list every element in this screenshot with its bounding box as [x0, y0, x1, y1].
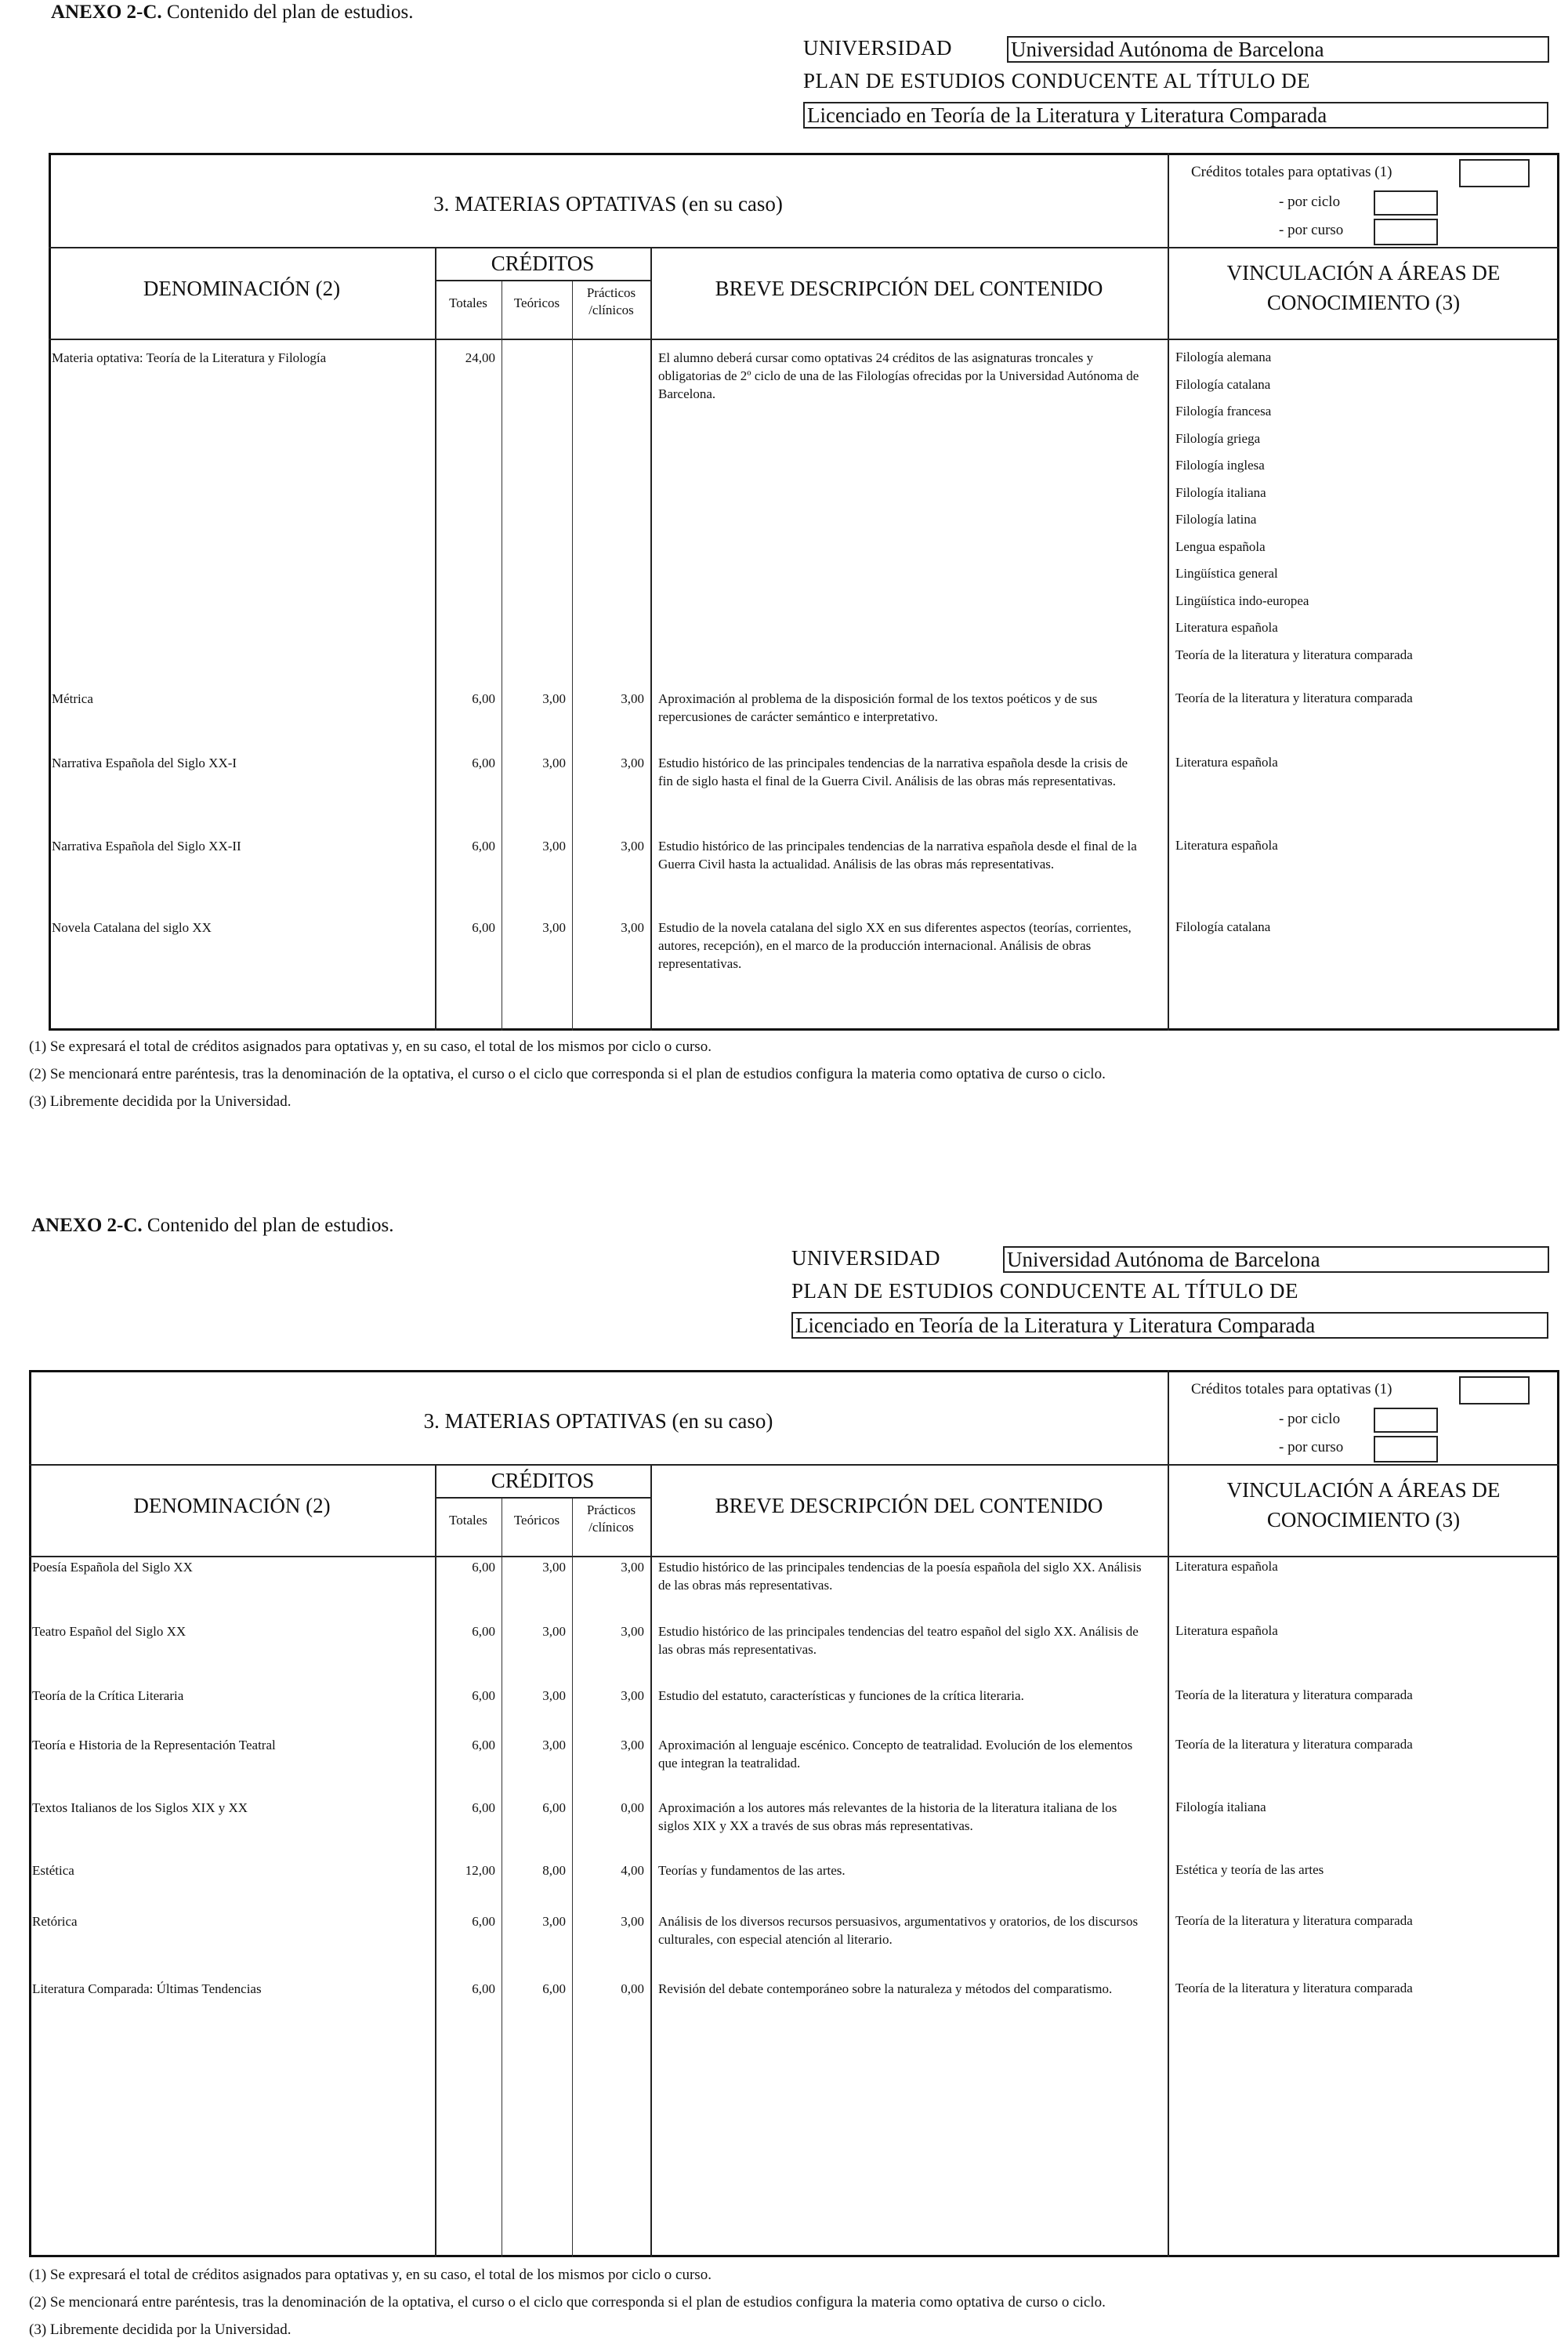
row-totales: 6,00	[472, 1738, 495, 1752]
annex-title: ANEXO 2-C. Contenido del plan de estudios.	[31, 1215, 394, 1236]
area-item: Teoría de la literatura y literatura comparada	[1175, 690, 1413, 705]
row-practicos: 3,00	[621, 1560, 644, 1575]
area-item: Teoría de la literatura y literatura comparada	[1175, 647, 1413, 662]
row-areas	[1175, 1794, 1552, 1821]
per-cycle-label: - por ciclo	[1279, 194, 1341, 210]
row-areas	[1175, 1857, 1552, 1884]
row-description: Revisión del debate contemporáneo sobre la naturaleza y métodos del comparatismo.	[658, 1981, 1113, 1996]
row-denominacion: Retórica	[32, 1914, 78, 1929]
area-item: Filología francesa	[1175, 404, 1272, 419]
column-divider	[1168, 153, 1169, 1031]
footnote: (1) Se expresará el total de créditos asignados para optativas y, en su caso, el total de los mismos por ciclo o curso.	[29, 2267, 712, 2283]
area-item: Literatura española	[1175, 755, 1278, 770]
footnote: (2) Se mencionará entre paréntesis, tras la denominación de la optativa, el curso o el ciclo que corresponda si el plan de estudios configura la materia como optativa de curso o ciclo.	[29, 2294, 1106, 2311]
row-practicos: 4,00	[621, 1863, 644, 1878]
row-areas	[1175, 344, 1552, 669]
document-page	[0, 0, 1568, 1144]
row-description: Estudio histórico de las principales tendencias de la poesía española del siglo XX. Análisis de las obras más representativas.	[658, 1560, 1142, 1593]
row-totales: 6,00	[472, 1981, 495, 1996]
column-header-totales: Totales	[449, 295, 487, 310]
row-totales: 6,00	[472, 920, 495, 935]
row-totales: 6,00	[472, 1560, 495, 1575]
credits-total-label: Créditos totales para optativas (1)	[1191, 164, 1392, 180]
row-description: Análisis de los diversos recursos persuasivos, argumentativos y oratorios, de los discursos culturales, con especial atención al literario.	[658, 1914, 1139, 1947]
row-teoricos: 3,00	[542, 691, 566, 706]
row-teoricos: 3,00	[542, 1560, 566, 1575]
row-totales: 6,00	[472, 1800, 495, 1815]
row-teoricos: 8,00	[542, 1863, 566, 1878]
row-areas	[1175, 1908, 1552, 1935]
footnote: (3) Libremente decidida por la Universidad.	[29, 1093, 292, 1110]
row-teoricos: 6,00	[542, 1800, 566, 1815]
row-totales: 24,00	[465, 350, 495, 365]
footnote: (2) Se mencionará entre paréntesis, tras la denominación de la optativa, el curso o el ciclo que corresponda si el plan de estudios configura la materia como optativa de curso o ciclo.	[29, 1066, 1106, 1082]
row-description: Estudio histórico de las principales tendencias del teatro español del siglo XX. Análisis de las obras más representativas.	[658, 1624, 1139, 1657]
row-practicos: 0,00	[621, 1981, 644, 1996]
per-course-box	[1374, 1436, 1438, 1462]
area-item: Lingüística indo-europea	[1175, 593, 1309, 608]
area-item: Literatura española	[1175, 620, 1278, 635]
area-item: Estética y teoría de las artes	[1175, 1862, 1324, 1877]
divider	[49, 247, 1559, 248]
plan-label: PLAN DE ESTUDIOS CONDUCENTE AL TÍTULO DE	[803, 69, 1310, 92]
row-description: Aproximación al lenguaje escénico. Concepto de teatralidad. Evolución de los elementos que integran la teatralidad.	[658, 1738, 1133, 1771]
university-label: UNIVERSIDAD	[791, 1246, 940, 1270]
column-header-descripcion: BREVE DESCRIPCIÓN DEL CONTENIDO	[715, 1494, 1103, 1517]
column-header-creditos: CRÉDITOS	[491, 1469, 595, 1492]
credits-total-label: Créditos totales para optativas (1)	[1191, 1381, 1392, 1397]
row-description: Aproximación a los autores más relevantes de la historia de la literatura italiana de los siglos XIX y XX a través de sus obras más representativas.	[658, 1800, 1117, 1833]
row-teoricos: 3,00	[542, 839, 566, 854]
area-item: Filología griega	[1175, 430, 1261, 446]
row-denominacion: Literatura Comparada: Últimas Tendencias	[32, 1981, 262, 1996]
row-totales: 6,00	[472, 1624, 495, 1639]
column-header-teoricos: Teóricos	[513, 1513, 560, 1528]
area-item: Teoría de la literatura y literatura comparada	[1175, 1913, 1413, 1928]
row-totales: 6,00	[472, 756, 495, 770]
row-denominacion: Estética	[32, 1863, 74, 1878]
row-denominacion: Teatro Español del Siglo XX	[32, 1624, 186, 1639]
column-divider	[1168, 1370, 1169, 2257]
area-item: Filología catalana	[1175, 376, 1271, 392]
column-header-vinculacion: VINCULACIÓN A ÁREAS DE CONOCIMIENTO (3)	[1226, 1478, 1501, 1531]
degree-field: Licenciado en Teoría de la Literatura y Literatura Comparada	[803, 102, 1548, 129]
row-practicos: 3,00	[621, 1624, 644, 1639]
row-description: Estudio histórico de las principales tendencias de la narrativa española desde el final de la Guerra Civil hasta la actualidad. Análisis de las obras más representativas.	[658, 839, 1137, 872]
row-description: Estudio del estatuto, características y funciones de la crítica literaria.	[658, 1688, 1024, 1703]
column-header-vinculacion: VINCULACIÓN A ÁREAS DE CONOCIMIENTO (3)	[1226, 261, 1501, 314]
area-item: Filología catalana	[1175, 919, 1271, 934]
row-denominacion: Materia optativa: Teoría de la Literatura y Filología	[52, 350, 327, 365]
area-item: Filología alemana	[1175, 350, 1272, 364]
credits-total-box	[1459, 159, 1530, 187]
row-practicos: 3,00	[621, 1914, 644, 1929]
column-header-practicos: Prácticos /clínicos	[586, 285, 636, 317]
degree-field: Licenciado en Teoría de la Literatura y Literatura Comparada	[791, 1312, 1548, 1339]
per-cycle-label: - por ciclo	[1279, 1411, 1341, 1427]
row-practicos: 3,00	[621, 691, 644, 706]
divider	[435, 1497, 650, 1499]
section-title: 3. MATERIAS OPTATIVAS (en su caso)	[423, 1409, 773, 1433]
annex-title: ANEXO 2-C. Contenido del plan de estudios.	[51, 2, 414, 23]
per-course-label: - por curso	[1279, 222, 1344, 238]
section-title: 3. MATERIAS OPTATIVAS (en su caso)	[433, 192, 783, 216]
divider	[29, 1464, 1559, 1466]
area-item: Teoría de la literatura y literatura comparada	[1175, 1981, 1413, 1995]
row-description: Teorías y fundamentos de las artes.	[658, 1863, 846, 1878]
column-divider	[435, 1464, 436, 2257]
row-areas	[1175, 1682, 1552, 1709]
row-description: Aproximación al problema de la disposición formal de los textos poéticos y de sus repercusiones de carácter semántico e interpretativo.	[658, 691, 1098, 724]
row-totales: 12,00	[465, 1863, 495, 1878]
row-practicos: 0,00	[621, 1800, 644, 1815]
column-divider	[650, 247, 652, 1031]
area-item: Lingüística general	[1175, 566, 1278, 581]
row-description: Estudio histórico de las principales tendencias de la narrativa española desde la crisis de fin de siglo hasta el final de la Guerra Civil. Análisis de las obras más representativas.	[658, 756, 1128, 788]
row-areas	[1175, 1618, 1552, 1645]
row-areas	[1175, 685, 1552, 712]
row-areas	[1175, 1553, 1552, 1581]
area-item: Filología inglesa	[1175, 458, 1265, 473]
row-areas	[1175, 914, 1552, 941]
university-field: Universidad Autónoma de Barcelona	[1007, 36, 1549, 63]
row-denominacion: Novela Catalana del siglo XX	[52, 920, 212, 935]
row-teoricos: 3,00	[542, 756, 566, 770]
divider	[49, 339, 1559, 340]
area-item: Teoría de la literatura y literatura comparada	[1175, 1737, 1413, 1752]
row-practicos: 3,00	[621, 756, 644, 770]
area-item: Literatura española	[1175, 838, 1278, 853]
area-item: Teoría de la literatura y literatura comparada	[1175, 1687, 1413, 1702]
row-practicos: 3,00	[621, 839, 644, 854]
row-teoricos: 3,00	[542, 1624, 566, 1639]
row-denominacion: Teoría e Historia de la Representación Teatral	[32, 1738, 276, 1752]
row-practicos: 3,00	[621, 1688, 644, 1703]
per-course-box	[1374, 219, 1438, 245]
row-areas	[1175, 1731, 1552, 1759]
area-item: Filología latina	[1175, 512, 1257, 527]
area-item: Filología italiana	[1175, 1800, 1266, 1814]
row-areas	[1175, 1975, 1552, 2002]
row-teoricos: 3,00	[542, 1688, 566, 1703]
column-header-descripcion: BREVE DESCRIPCIÓN DEL CONTENIDO	[715, 277, 1103, 300]
column-header-practicos: Prácticos /clínicos	[586, 1502, 636, 1535]
footnote: (3) Libremente decidida por la Universidad.	[29, 2321, 292, 2338]
university-field: Universidad Autónoma de Barcelona	[1003, 1246, 1549, 1273]
row-practicos: 3,00	[621, 1738, 644, 1752]
row-totales: 6,00	[472, 1914, 495, 1929]
row-denominacion: Teoría de la Crítica Literaria	[32, 1688, 184, 1703]
area-item: Lengua española	[1175, 538, 1266, 554]
plan-label: PLAN DE ESTUDIOS CONDUCENTE AL TÍTULO DE	[791, 1279, 1298, 1303]
footnote: (1) Se expresará el total de créditos asignados para optativas y, en su caso, el total de los mismos por ciclo o curso.	[29, 1038, 712, 1055]
column-header-totales: Totales	[449, 1513, 487, 1528]
row-areas	[1175, 832, 1552, 860]
per-cycle-box	[1374, 190, 1438, 216]
university-label: UNIVERSIDAD	[803, 36, 952, 60]
column-divider	[650, 1464, 652, 2257]
row-description: El alumno deberá cursar como optativas 24 créditos de las asignaturas troncales y obligatorias de 2º ciclo de una de las Filologías ofrecidas por la Universidad Autónoma de Barcelona.	[658, 350, 1139, 401]
row-denominacion: Narrativa Española del Siglo XX-I	[52, 756, 237, 770]
row-totales: 6,00	[472, 839, 495, 854]
row-areas	[1175, 749, 1552, 777]
row-totales: 6,00	[472, 1688, 495, 1703]
row-teoricos: 3,00	[542, 920, 566, 935]
area-item: Literatura española	[1175, 1623, 1278, 1638]
divider	[435, 280, 650, 281]
document-page	[0, 1199, 1568, 2345]
row-teoricos: 6,00	[542, 1981, 566, 1996]
row-denominacion: Poesía Española del Siglo XX	[32, 1560, 193, 1575]
row-denominacion: Narrativa Española del Siglo XX-II	[52, 839, 241, 854]
area-item: Literatura española	[1175, 1559, 1278, 1574]
credits-total-box	[1459, 1376, 1530, 1404]
per-course-label: - por curso	[1279, 1439, 1344, 1455]
row-description: Estudio de la novela catalana del siglo XX en sus diferentes aspectos (teorías, corrientes, autores, recepción), en el marco de la producción internacional. Análisis de obras representativas.	[658, 920, 1132, 971]
column-header-denominacion: DENOMINACIÓN (2)	[143, 277, 341, 300]
area-item: Filología italiana	[1175, 484, 1266, 500]
row-denominacion: Textos Italianos de los Siglos XIX y XX	[32, 1800, 248, 1815]
row-teoricos: 3,00	[542, 1738, 566, 1752]
column-header-creditos: CRÉDITOS	[491, 252, 595, 275]
row-teoricos: 3,00	[542, 1914, 566, 1929]
row-denominacion: Métrica	[52, 691, 93, 706]
row-practicos: 3,00	[621, 920, 644, 935]
row-totales: 6,00	[472, 691, 495, 706]
column-header-teoricos: Teóricos	[513, 295, 560, 310]
per-cycle-box	[1374, 1408, 1438, 1433]
column-header-denominacion: DENOMINACIÓN (2)	[133, 1494, 331, 1517]
